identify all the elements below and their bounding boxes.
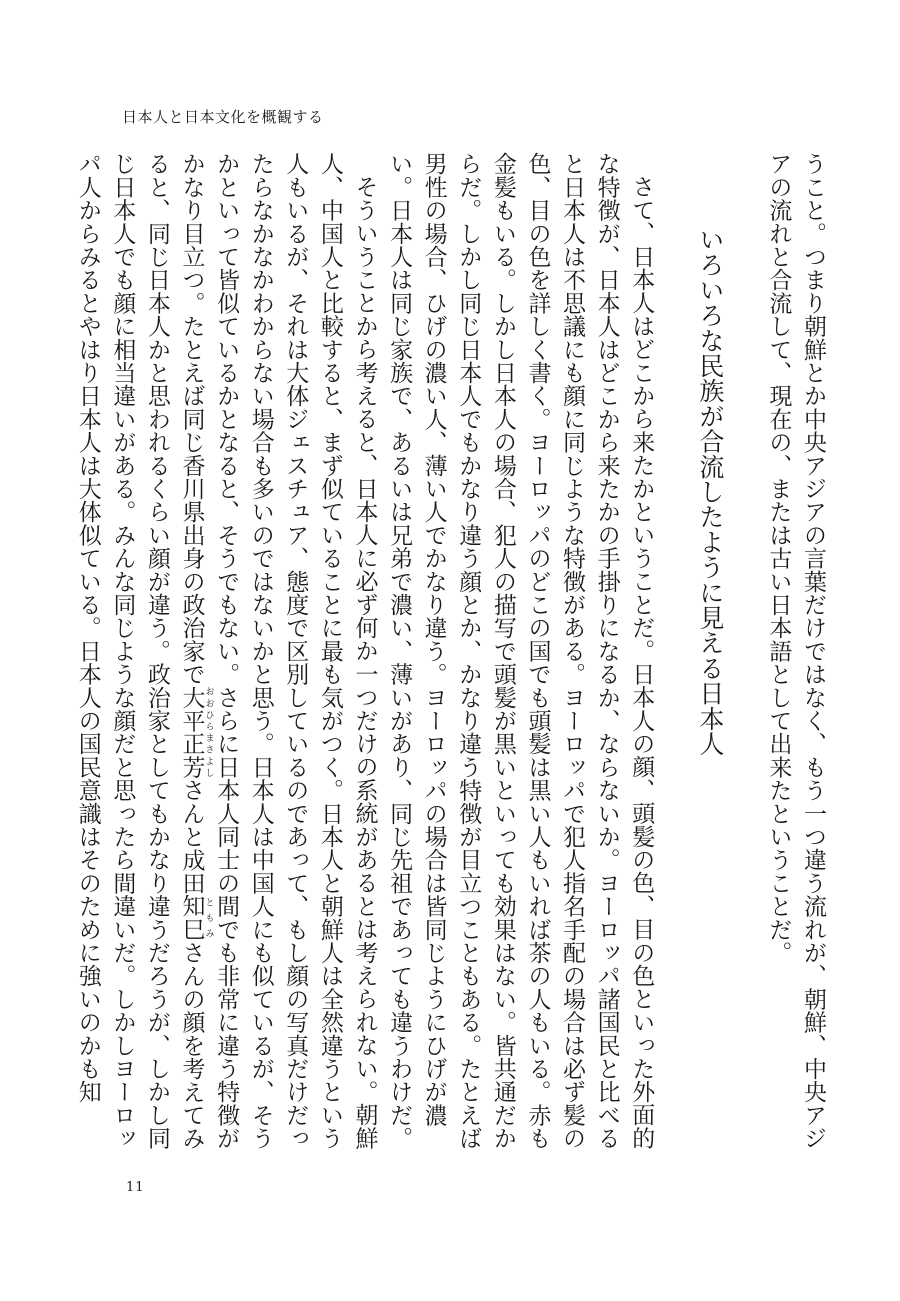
- ruby-reading: ともみ: [203, 894, 214, 941]
- main-text-block: [74, 152, 830, 1162]
- ruby-base: 知巳: [178, 894, 205, 941]
- paragraph-comparison: [70, 152, 381, 1162]
- running-head: 日本人と日本文化を概観する: [122, 108, 324, 126]
- paragraph-text: さんと成田: [178, 778, 205, 895]
- ruby-reading: まさよし: [203, 732, 214, 779]
- section-heading: いろいろな民族が合流したように見える日本人: [695, 227, 725, 757]
- ruby-base: 正芳: [178, 732, 205, 779]
- ruby-base: 大平: [178, 685, 205, 733]
- page-number: 11: [126, 1180, 145, 1195]
- paragraph-text: そういうことから考えると、日本人に必ず何か一つだけの系統があるとは考えられない。朝鮮人、中国人と比較すると、まず似ていることに最も気がつく。日本人と朝鮮人は全然違うという人もいるが、それは大体ジェスチュア、態度で区別しているのであって、もし顔の写真だけだったらなかなかわからない場合も多いのではないかと思う。日本人は中国人にも似ているが、そうかといって皆似ているかとなると、そうでもない。さらに日本人同士の間でも非常に違う特徴がかなり目立つ。たとえば同じ香川県出身の政治家で: [178, 152, 378, 1150]
- paragraph-text: さんの顔を考えてみると、同じ日本人かと思われるくらい顔が違う。政治家としてもかなり違うだろうが、しかし同じ日本人でも顔に相当違いがある。みんな同じような顔だと思ったら間違いだ。しかしヨーロッパ人からみるとやはり日本人は大体似ている。日本人の国民意識はそのために強いのかも知: [74, 152, 205, 1150]
- paragraph-origins: さて、日本人はどこから来たかということだ。日本人の顔、頭髪の色、目の色といった外面的な特徴が、日本人はどこから来たかの手掛りになるか、ならないか。ヨーロッパ諸国民と比べると日本人は不思議にも顔に同じような特徴がある。ヨーロッパで犯人指名手配の場合は必ず髪の色、目の色を詳しく書く。ヨーロッパのどこの国でも頭髪は黒い人もいれば茶の人もいる。赤も金髪もいる。しかし日本人の場合、犯人の描写で頭髪が黒いといっても効果はない。皆共通だからだ。しかし同じ日本人でもかなり違う顔とか、かなり違う特徴が目立つこともある。たとえば男性の場合、ひげの濃い人、薄い人でかなり違う。ヨーロッパの場合は皆同じようにひげが濃い。日本人は同じ家族で、あるいは兄弟で濃い、薄いがあり、同じ先祖であっても違うわけだ。: [386, 152, 655, 1150]
- ruby-reading: おおひら: [203, 685, 214, 732]
- ruby-ohira: [178, 685, 214, 733]
- ruby-masayoshi: [178, 732, 214, 779]
- lead-paragraph: うこと。つまり朝鮮とか中央アジアの言葉だけではなく、もう一つ違う流れが、朝鮮、中央アジアの流れと合流して、現在の、または古い日本語として出来たということだ。: [765, 152, 826, 1150]
- ruby-tomomi: [178, 894, 214, 941]
